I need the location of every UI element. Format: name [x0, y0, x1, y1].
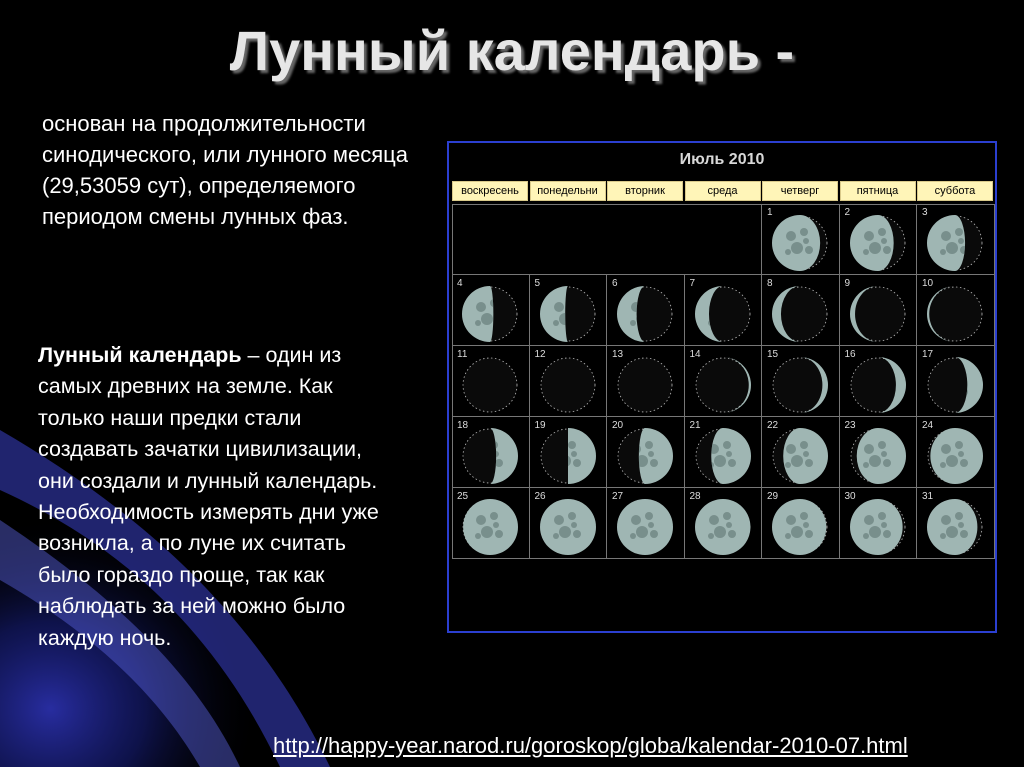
day-number: 29 — [767, 491, 779, 502]
calendar-day-cell — [917, 417, 995, 488]
day-number: 19 — [534, 420, 546, 431]
calendar-day-cell — [762, 204, 840, 275]
moon-phase-icon — [849, 356, 907, 414]
day-number: 23 — [844, 420, 856, 431]
calendar-day-cell — [452, 346, 530, 417]
source-link[interactable]: http://happy-year.narod.ru/goroskop/globa/kalendar-2010-07.html — [273, 733, 908, 758]
moon-phase-icon — [926, 285, 984, 343]
moon-phase-icon — [771, 498, 829, 556]
day-number: 12 — [534, 349, 546, 360]
calendar-day-cell — [530, 488, 608, 559]
moon-phase-icon — [694, 427, 752, 485]
day-number: 7 — [689, 278, 696, 289]
slide-title: Лунный календарь - — [229, 19, 795, 82]
day-number: 18 — [457, 420, 469, 431]
moon-phase-icon — [926, 214, 984, 272]
weekday-header: пятница — [840, 181, 916, 201]
day-number: 28 — [689, 491, 701, 502]
moon-phase-icon — [539, 285, 597, 343]
moon-phase-icon — [461, 356, 519, 414]
calendar-day-cell — [762, 275, 840, 346]
moon-phase-icon — [771, 427, 829, 485]
calendar-day-cell — [917, 346, 995, 417]
moon-phase-icon — [616, 427, 674, 485]
day-number: 5 — [534, 278, 541, 289]
moon-phase-icon — [461, 427, 519, 485]
day-number: 22 — [767, 420, 779, 431]
weekday-header: четверг — [762, 181, 838, 201]
moon-phase-icon — [694, 356, 752, 414]
calendar-day-cell — [452, 417, 530, 488]
moon-phase-icon — [849, 498, 907, 556]
moon-phase-icon — [616, 356, 674, 414]
day-number: 25 — [457, 491, 469, 502]
calendar-day-cell — [685, 275, 763, 346]
moon-phase-icon — [539, 498, 597, 556]
day-number: 1 — [767, 207, 773, 218]
calendar-day-cell — [917, 488, 995, 559]
day-number: 26 — [534, 491, 546, 502]
day-number: 31 — [922, 491, 934, 502]
weekday-header: понедельни — [530, 181, 606, 201]
moon-phase-icon — [461, 285, 519, 343]
day-number: 10 — [922, 278, 934, 289]
moon-phase-icon — [461, 498, 519, 556]
day-number: 9 — [844, 278, 851, 289]
calendar-day-cell — [452, 488, 530, 559]
calendar-month-title: Июль 2010 — [679, 151, 765, 168]
calendar-day-cell — [530, 346, 608, 417]
day-number: 4 — [457, 278, 463, 289]
body-rest: – один из самых древних на земле. Как только наши предки стали создавать зачатки цивилизации, они создали и лунный календарь. Необходимость измерять дни уже возникла, а по луне их считать было гораздо проще, так как наблюдать за ней можно было каждую ночь. — [38, 343, 379, 650]
day-number: 13 — [612, 349, 624, 360]
day-number: 8 — [767, 278, 773, 289]
moon-phase-icon — [616, 498, 674, 556]
day-number: 6 — [612, 278, 618, 289]
intro-paragraph: основан на продолжительности синодического, или лунного месяца (29,53059 сут), определяемого периодом смены лунных фаз. — [42, 111, 409, 229]
calendar-day-cell — [530, 275, 608, 346]
lunar-calendar — [447, 141, 997, 633]
calendar-day-cell — [685, 417, 763, 488]
calendar-day-cell — [917, 275, 995, 346]
day-number: 16 — [844, 349, 856, 360]
calendar-empty-cell — [452, 204, 762, 275]
moon-phase-icon — [771, 285, 829, 343]
weekday-header: суббота — [917, 181, 993, 201]
body-paragraph — [38, 340, 383, 654]
calendar-day-cell — [917, 204, 995, 275]
weekday-header: среда — [685, 181, 761, 201]
calendar-day-cell — [762, 488, 840, 559]
moon-phase-icon — [849, 214, 907, 272]
moon-phase-icon — [849, 285, 907, 343]
calendar-day-cell — [840, 204, 918, 275]
calendar-day-cell — [840, 488, 918, 559]
calendar-grid — [452, 204, 997, 564]
calendar-day-cell — [685, 488, 763, 559]
calendar-day-cell — [607, 417, 685, 488]
day-number: 2 — [844, 207, 851, 218]
day-number: 15 — [767, 349, 779, 360]
moon-phase-icon — [849, 427, 907, 485]
calendar-day-cell — [452, 275, 530, 346]
day-number: 20 — [612, 420, 624, 431]
day-number: 11 — [457, 349, 468, 360]
day-number: 24 — [922, 420, 934, 431]
calendar-day-cell — [530, 417, 608, 488]
day-number: 30 — [844, 491, 856, 502]
calendar-day-cell — [607, 346, 685, 417]
day-number: 21 — [689, 420, 701, 431]
calendar-day-cell — [685, 346, 763, 417]
moon-phase-icon — [694, 285, 752, 343]
weekday-header: воскресень — [452, 181, 528, 201]
moon-phase-icon — [926, 427, 984, 485]
calendar-day-cell — [762, 417, 840, 488]
calendar-day-cell — [762, 346, 840, 417]
moon-phase-icon — [539, 427, 597, 485]
calendar-day-cell — [607, 488, 685, 559]
day-number: 14 — [689, 349, 701, 360]
moon-phase-icon — [926, 498, 984, 556]
moon-phase-icon — [539, 356, 597, 414]
day-number: 17 — [922, 349, 934, 360]
moon-phase-icon — [771, 356, 829, 414]
day-number: 3 — [922, 207, 928, 218]
calendar-day-cell — [607, 275, 685, 346]
body-lead: Лунный календарь — [38, 343, 242, 367]
calendar-day-cell — [840, 275, 918, 346]
calendar-day-cell — [840, 346, 918, 417]
weekday-header: вторник — [607, 181, 683, 201]
moon-phase-icon — [616, 285, 674, 343]
moon-phase-icon — [926, 356, 984, 414]
calendar-day-cell — [840, 417, 918, 488]
moon-phase-icon — [694, 498, 752, 556]
moon-phase-icon — [771, 214, 829, 272]
day-number: 27 — [612, 491, 624, 502]
